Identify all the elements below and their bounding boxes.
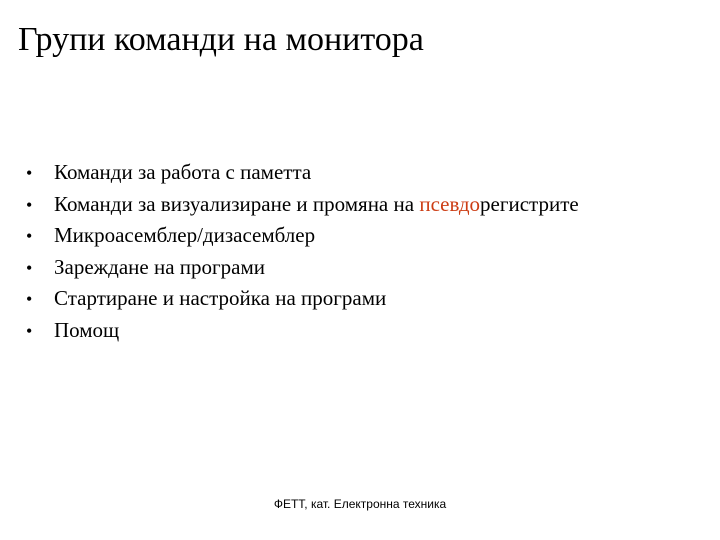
bullet-icon: • [26, 289, 33, 309]
bullet-icon: • [26, 226, 33, 246]
list-item-text-start: Команди за визуализиране и промяна на [54, 191, 420, 216]
bullet-list [26, 160, 579, 349]
slide-footer: ФЕТТ, кат. Електронна техника [273, 497, 447, 511]
list-item [26, 223, 579, 255]
bullet-icon: • [26, 194, 33, 215]
list-item-text: Помощ [54, 317, 120, 342]
list-item-text-end: регистрите [480, 191, 579, 216]
list-item-text: Микроасемблер/дизасемблер [54, 223, 316, 247]
list-item [26, 160, 579, 192]
list-item-text: Команди за работа с паметта [54, 160, 312, 184]
bullet-icon: • [26, 257, 33, 278]
list-item-text: Зареждане на програми [54, 254, 265, 279]
bullet-icon: • [26, 163, 33, 183]
list-item [26, 286, 579, 318]
list-item [26, 192, 579, 224]
highlighted-word: псевдо [419, 191, 481, 216]
list-item [26, 255, 579, 287]
slide-title: Групи команди на монитора [18, 21, 424, 58]
list-item-text [54, 192, 579, 217]
bullet-icon: • [26, 320, 33, 341]
list-item-text: Стартиране и настройка на програми [54, 286, 387, 310]
list-item [26, 318, 579, 350]
